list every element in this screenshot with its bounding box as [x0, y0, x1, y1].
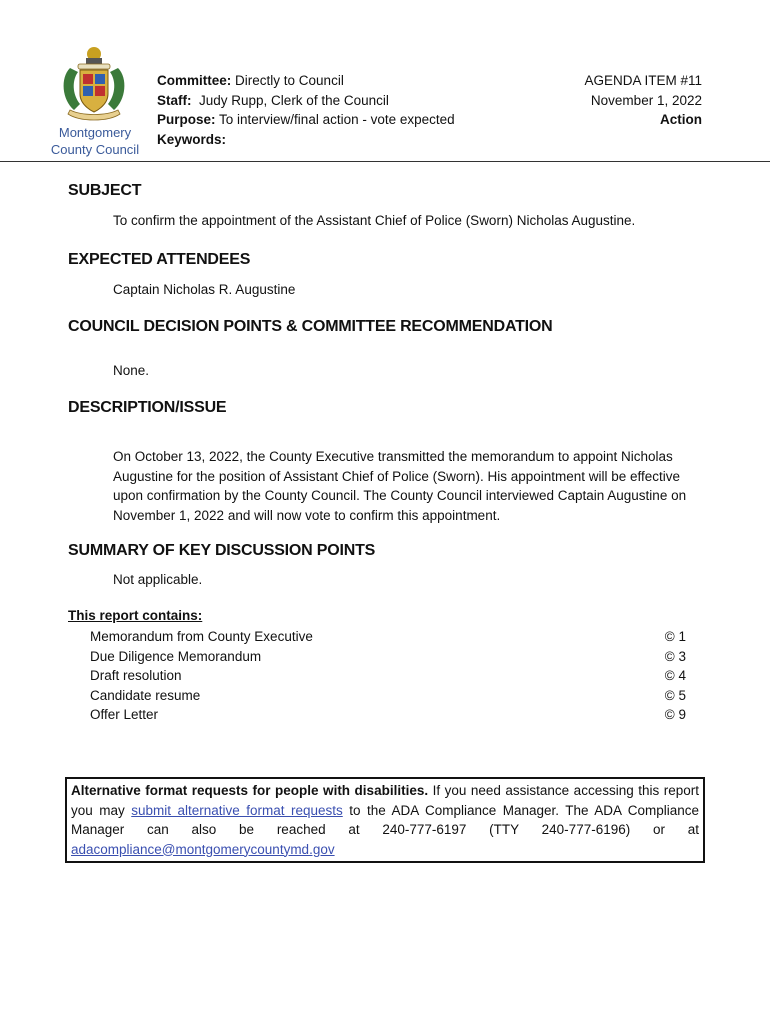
- meta-block: [157, 71, 455, 149]
- summary-text: Not applicable.: [113, 572, 203, 587]
- staff-value: Judy Rupp, Clerk of the Council: [199, 92, 389, 108]
- contains-title: This report contains:: [68, 608, 203, 623]
- ada-notice-box: Alternative format requests for people with disabilities. If you need assistance accessing this report you may submit alternative format requests to the ADA Compliance Manager. The ADA Compliance Manager can also be reached at 240-777-6197 (TTY 240-777-6196) or at adacompliance@montgomerycountymd.gov: [65, 777, 705, 863]
- agenda-date: November 1, 2022: [590, 92, 702, 108]
- county-seal-logo: [56, 44, 132, 126]
- council-name-line2: County Council: [50, 142, 140, 157]
- subject-text: To confirm the appointment of the Assistant Chief of Police (Sworn) Nicholas Augustine.: [113, 213, 636, 228]
- attendees-text: Captain Nicholas R. Augustine: [113, 282, 296, 297]
- description-text: On October 13, 2022, the County Executive transmitted the memorandum to appoint Nicholas Augustine for the position of Assistant Chief of Police (Sworn). His appointment will be effective upon confirmation by the County Council. The County Council interviewed Captain Augustine on November 1, 2022 and will now vote to confirm this appointment.: [113, 449, 687, 523]
- purpose-value: To interview/final action - vote expected: [219, 112, 455, 127]
- list-item: Due Diligence Memorandum © 3: [90, 648, 686, 664]
- agenda-action: Action: [660, 112, 702, 127]
- list-item: Candidate resume © 5: [90, 687, 686, 703]
- council-decision-text: None.: [113, 363, 150, 378]
- committee-value: Directly to Council: [235, 73, 344, 88]
- contents-list: [90, 627, 686, 725]
- list-item: Draft resolution © 4: [90, 668, 686, 683]
- agenda-item-number: AGENDA ITEM #11: [584, 73, 702, 88]
- ada-request-link[interactable]: submit alternative format requests: [131, 802, 343, 818]
- list-item: Memorandum from County Executive © 1: [90, 629, 686, 644]
- summary-heading: SUMMARY OF KEY DISCUSSION POINTS: [68, 542, 376, 559]
- ada-bold-text: Alternative format requests for people with disabilities.: [71, 783, 429, 798]
- council-decision-heading: COUNCIL DECISION POINTS & COMMITTEE RECOMMENDATION: [68, 318, 553, 335]
- attendees-heading: EXPECTED ATTENDEES: [68, 251, 251, 268]
- agenda-info: [584, 71, 702, 130]
- list-item: Offer Letter © 9: [90, 707, 686, 722]
- description-heading: DESCRIPTION/ISSUE: [68, 399, 227, 416]
- subject-heading: SUBJECT: [68, 182, 142, 199]
- council-name-line1: Montgomery: [58, 125, 132, 140]
- ada-email-link[interactable]: adacompliance@montgomerycountymd.gov: [71, 841, 335, 857]
- keywords-line: Keywords:: [157, 131, 227, 147]
- council-name: [40, 124, 150, 158]
- header-divider: [0, 161, 770, 162]
- purpose-line: Purpose: To interview/final action - vote expected: [157, 112, 455, 127]
- committee-line: Committee: Directly to Council: [157, 73, 344, 88]
- staff-line: Staff: Judy Rupp, Clerk of the Council: [157, 92, 389, 108]
